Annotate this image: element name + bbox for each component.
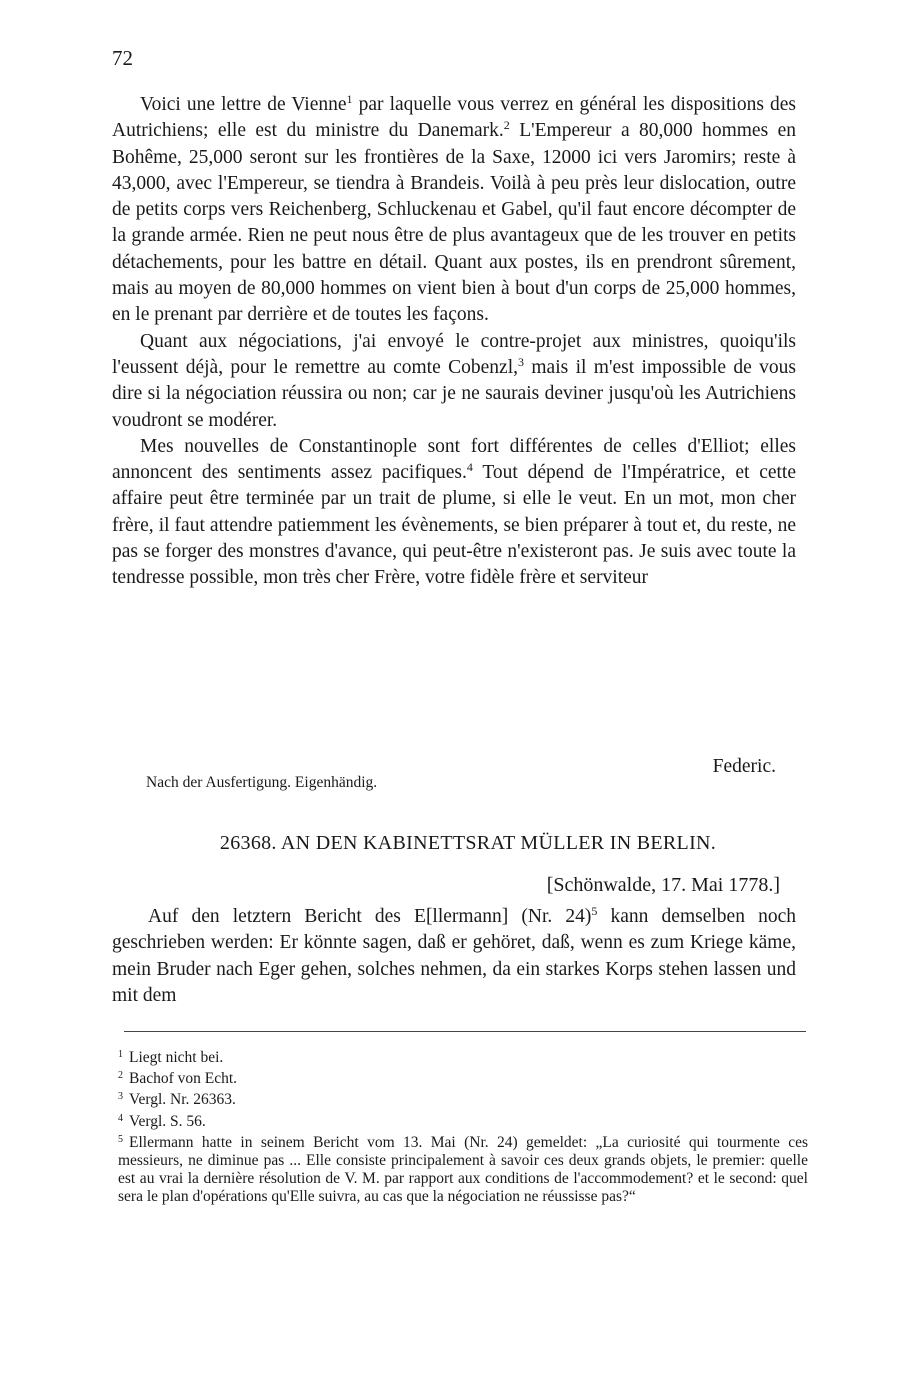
text-run: mais il m'est impossible de vous dire si la négociation réussira ou non; car je ne saurais deviner jusqu'où les Autrichiens voudront se modérer. — [112, 356, 796, 431]
footnotes — [118, 1046, 808, 1207]
footnote-divider — [124, 1031, 806, 1032]
document-body — [112, 904, 796, 1009]
footnote-text: Ellermann hatte in seinem Bericht vom 13. Mai (Nr. 24) gemeldet: „La curiosité qui tourmente ces messieurs, ne diminue pas ... Elle consiste principalement à savoir ces deux grands objets, le premier: quelle est au vrai la dernière résolution de V. M. par rapport aux conditions de l'accommodement? et le second: quel sera le plan d'opérations qu'Elle suivra, au cas que la négociation ne réussisse pas?“ — [118, 1133, 808, 1206]
footnote — [118, 1131, 808, 1207]
text-run: par laquelle vous verrez en général les dispositions des Autrichiens; elle est du ministre du Danemark. — [112, 94, 797, 142]
dateline: [Schönwalde, 17. Mai 1778.] — [546, 874, 780, 896]
text-run: L'Empereur a 80,000 hommes en Bohême, 25,000 seront sur les frontières de la Saxe, 12000 ici vers Jaromirs; reste à 43,000, avec l'Empereur, se tiendra à Brandeis. Voilà à peu près leur dislocation, outre de petits corps vers Reichenberg, Schluckenau et Gabel, qu'il faut encore décompter de la grande armée. Rien ne peut nous être de plus avantageux que de les trouver en petits détachements, pour les battre en détail. Quant aux postes, ils en prendront sûrement, mais au moyen de 80,000 hommes on vient bien à bout d'un corps de 25,000 hommes, en le prenant par derrière et de toutes les façons. — [112, 120, 796, 326]
footnote — [118, 1110, 808, 1131]
signature: Federic. — [712, 756, 776, 777]
text-run: Auf den letztern Bericht des E[llermann] (Nr. 24) — [148, 906, 592, 927]
footnote-text: Vergl. S. 56. — [129, 1112, 206, 1130]
footnote-reference: 4 — [466, 460, 473, 475]
footnote — [118, 1067, 808, 1088]
text-run: Tout dépend de l'Impératrice, et cette affaire peut être terminée par un trait de plume, si elle le veut. En un mot, mon cher frère, il faut attendre patiemment les évènements, se bien préparer à tout et, du reste, ne pas se forger des monstres d'avance, qui peut-être n'existeront pas. Je suis avec toute la tendresse possible, mon très cher Frère, votre fidèle frère et serviteur — [112, 462, 797, 589]
paragraph — [112, 904, 796, 1009]
footnote — [118, 1088, 808, 1109]
text-run: Voici une lettre de Vienne — [140, 94, 347, 115]
footnote-number: 4 — [118, 1112, 123, 1124]
footnote-text: Liegt nicht bei. — [129, 1049, 224, 1066]
paragraph — [112, 92, 796, 329]
footnote-number: 5 — [118, 1133, 123, 1145]
footnote-number: 2 — [118, 1070, 123, 1082]
footnote-reference: 3 — [518, 354, 524, 369]
footnote-reference: 1 — [346, 92, 353, 106]
page-number: 72 — [112, 46, 133, 70]
paragraph — [112, 434, 796, 592]
letter-body — [112, 92, 796, 592]
text-run: Mes nouvelles de Constantinople sont fort différentes de celles d'Elliot; elles annoncent des sentiments assez pacifiques. — [112, 435, 796, 484]
footnote-number: 1 — [118, 1049, 123, 1060]
text-run: Quant aux négociations, j'ai envoyé le contre-projet aux ministres, quoiqu'ils l'eussent déjà, pour le remettre au comte Cobenzl, — [112, 330, 796, 378]
footnote — [118, 1046, 808, 1067]
footnote-reference: 5 — [591, 904, 598, 918]
text-run: kann demselben noch geschrieben werden: Er könnte sagen, daß er gehöret, daß, wenn es zum Kriege käme, mein Bruder nach Eger gehen, solches nehmen, da ein starkes Korps stehen lassen und mit dem — [112, 906, 796, 1006]
footnote-text: Vergl. Nr. 26363. — [129, 1091, 236, 1109]
paragraph — [112, 329, 796, 434]
footnote-reference: 2 — [503, 118, 510, 133]
footnote-text: Bachof von Echt. — [129, 1070, 238, 1088]
document-heading: 26368. AN DEN KABINETTSRAT MÜLLER IN BERLIN. — [219, 832, 717, 854]
source-note: Nach der Ausfertigung. Eigenhändig. — [146, 774, 378, 791]
footnote-number: 3 — [118, 1091, 123, 1103]
